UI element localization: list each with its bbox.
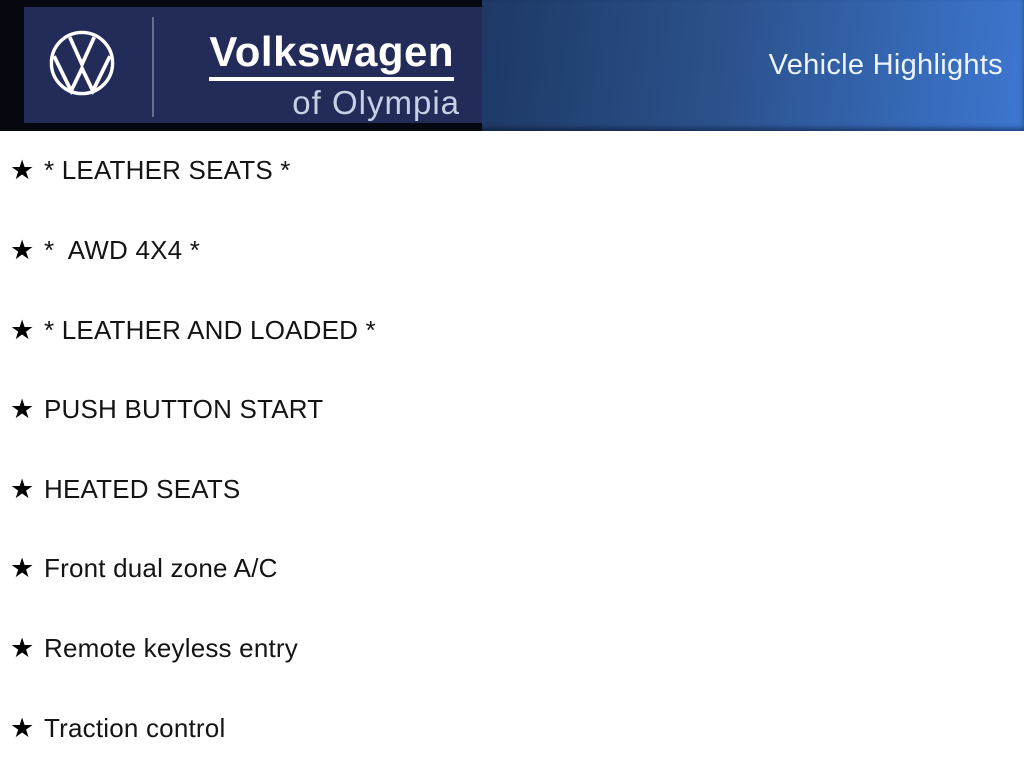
star-icon: ★ [10,394,35,425]
dealer-wordmark [168,28,460,121]
brand-name: Volkswagen [209,31,454,81]
dealer-logo [0,0,482,131]
star-icon: ★ [10,473,35,504]
list-item [0,688,1024,768]
list-item-label: PUSH BUTTON START [44,394,324,425]
list-item [0,450,1024,530]
star-icon: ★ [10,712,35,743]
dealer-logo-panel [24,7,482,123]
list-item-label: * LEATHER AND LOADED * [44,314,376,345]
list-item-label: Remote keyless entry [44,633,298,664]
list-item-label: Traction control [44,712,226,743]
vw-logo-icon [48,29,116,97]
star-icon: ★ [10,234,35,265]
star-icon: ★ [10,553,35,584]
list-item-label: * AWD 4X4 * [44,234,201,265]
list-item-label: Front dual zone A/C [44,553,278,584]
list-item [0,609,1024,689]
list-item-label: HEATED SEATS [44,473,241,504]
star-icon: ★ [10,633,35,664]
list-item [0,211,1024,291]
highlights-list [0,131,1024,768]
header-banner [0,0,1024,131]
list-item [0,370,1024,450]
list-item [0,131,1024,211]
list-item-label: * LEATHER SEATS * [44,155,291,186]
list-item [0,290,1024,370]
logo-divider [152,17,154,117]
page-title: Vehicle Highlights [768,49,1003,81]
star-icon: ★ [10,155,35,186]
list-item [0,529,1024,609]
dealer-locale: of Olympia [292,84,460,121]
star-icon: ★ [10,314,35,345]
